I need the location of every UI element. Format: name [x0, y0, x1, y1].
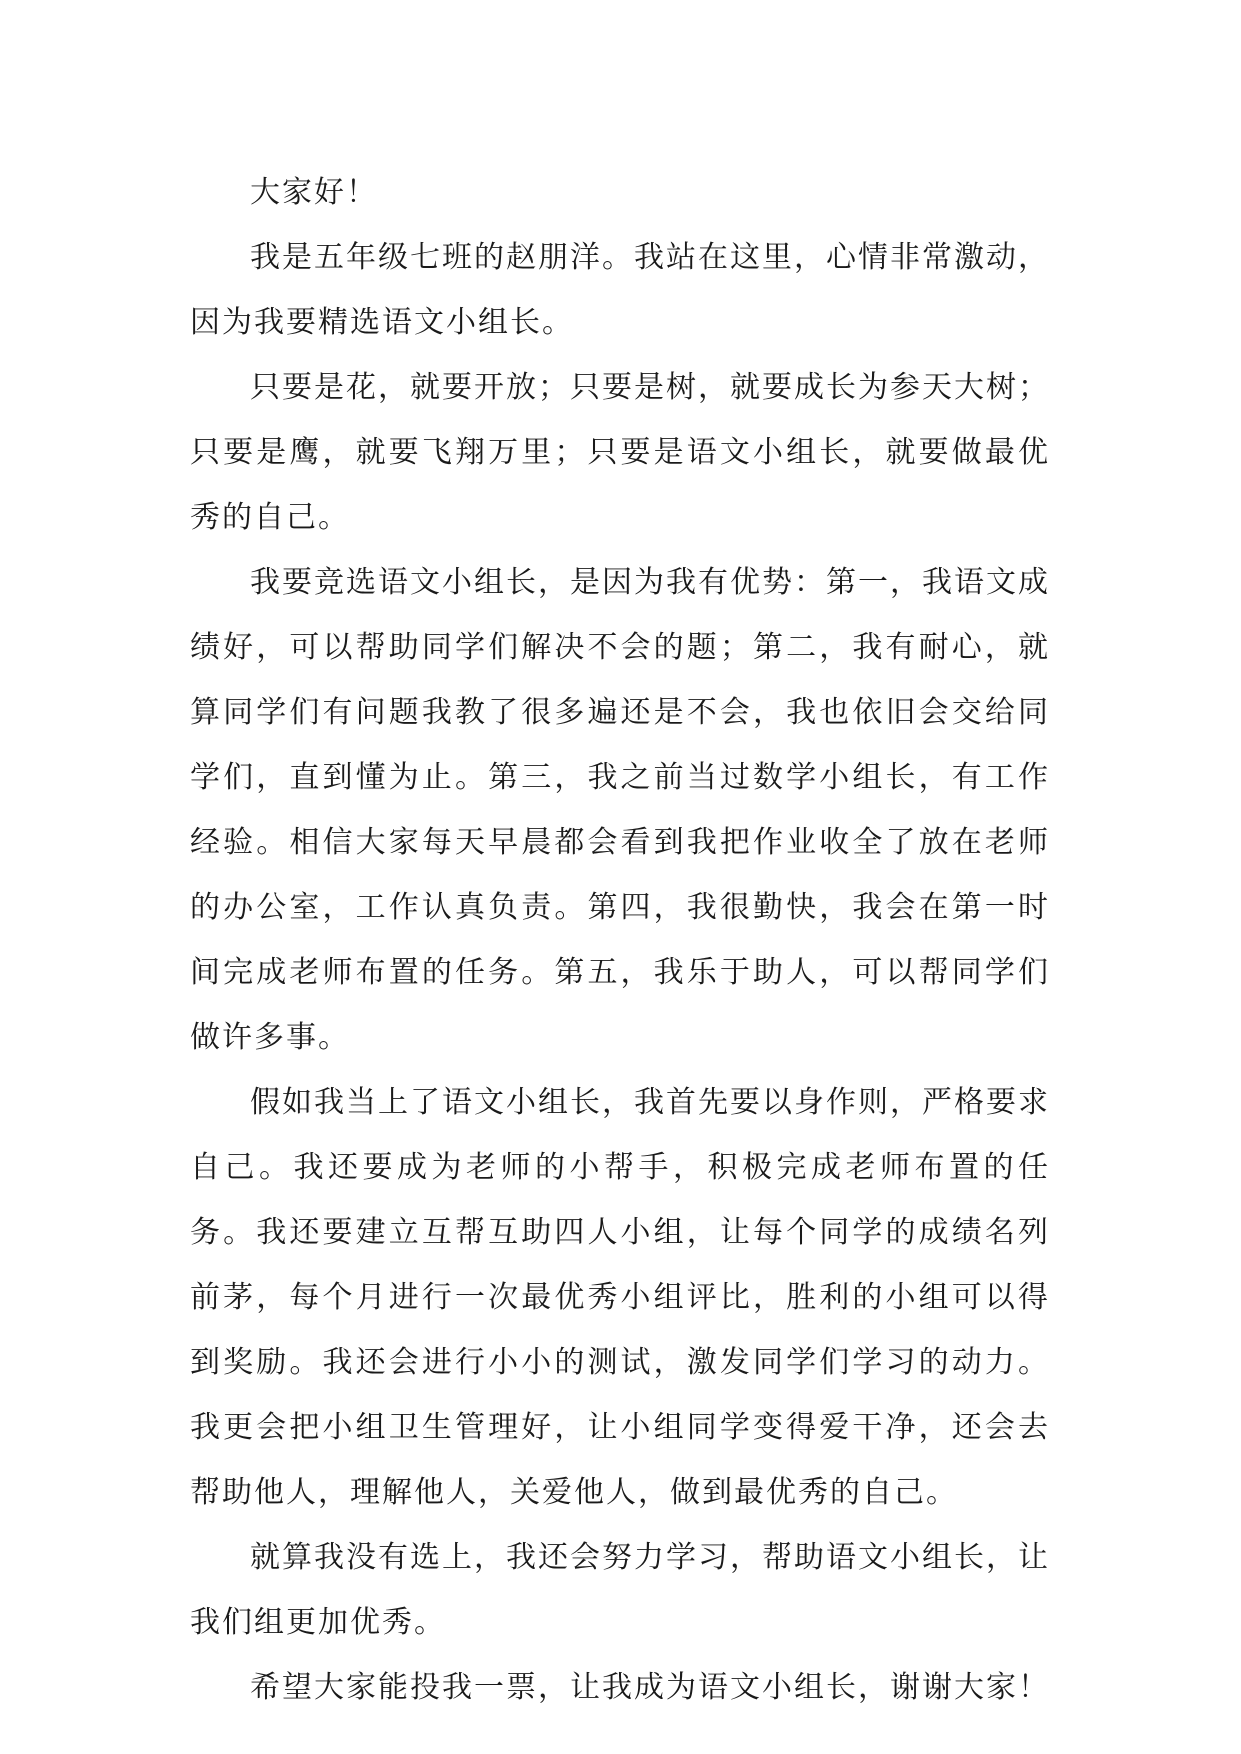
fallback-paragraph: 就算我没有选上，我还会努力学习，帮助语文小组长，让我们组更加优秀。 [190, 1540, 1050, 1640]
metaphor-paragraph: 只要是花，就要开放；只要是树，就要成长为参天大树；只要是鹰，就要飞翔万里；只要是语文小组长，就要做最优秀的自己。 [190, 370, 1050, 535]
advantages-paragraph: 我要竞选语文小组长，是因为我有优势：第一，我语文成绩好，可以帮助同学们解决不会的题；第二，我有耐心，就算同学们有问题我教了很多遍还是不会，我也依旧会交给同学们，直到懂为止。第三，我之前当过数学小组长，有工作经验。相信大家每天早晨都会看到我把作业收全了放在老师的办公室，工作认真负责。第四，我很勤快，我会在第一时间完成老师布置的任务。第五，我乐于助人，可以帮同学们做许多事。 [190, 565, 1050, 1055]
closing-paragraph: 希望大家能投我一票，让我成为语文小组长，谢谢大家！ [250, 1670, 1050, 1705]
introduction-paragraph: 我是五年级七班的赵朋洋。我站在这里，心情非常激动，因为我要精选语文小组长。 [190, 240, 1050, 340]
plans-paragraph: 假如我当上了语文小组长，我首先要以身作则，严格要求自己。我还要成为老师的小帮手，积极完成老师布置的任务。我还要建立互帮互助四人小组，让每个同学的成绩名列前茅，每个月进行一次最优秀小组评比，胜利的小组可以得到奖励。我还会进行小小的测试，激发同学们学习的动力。我更会把小组卫生管理好，让小组同学变得爱干净，还会去帮助他人，理解他人，关爱他人，做到最优秀的自己。 [190, 1085, 1050, 1510]
greeting-paragraph: 大家好！ [250, 175, 378, 210]
speech-body [190, 160, 1050, 1720]
